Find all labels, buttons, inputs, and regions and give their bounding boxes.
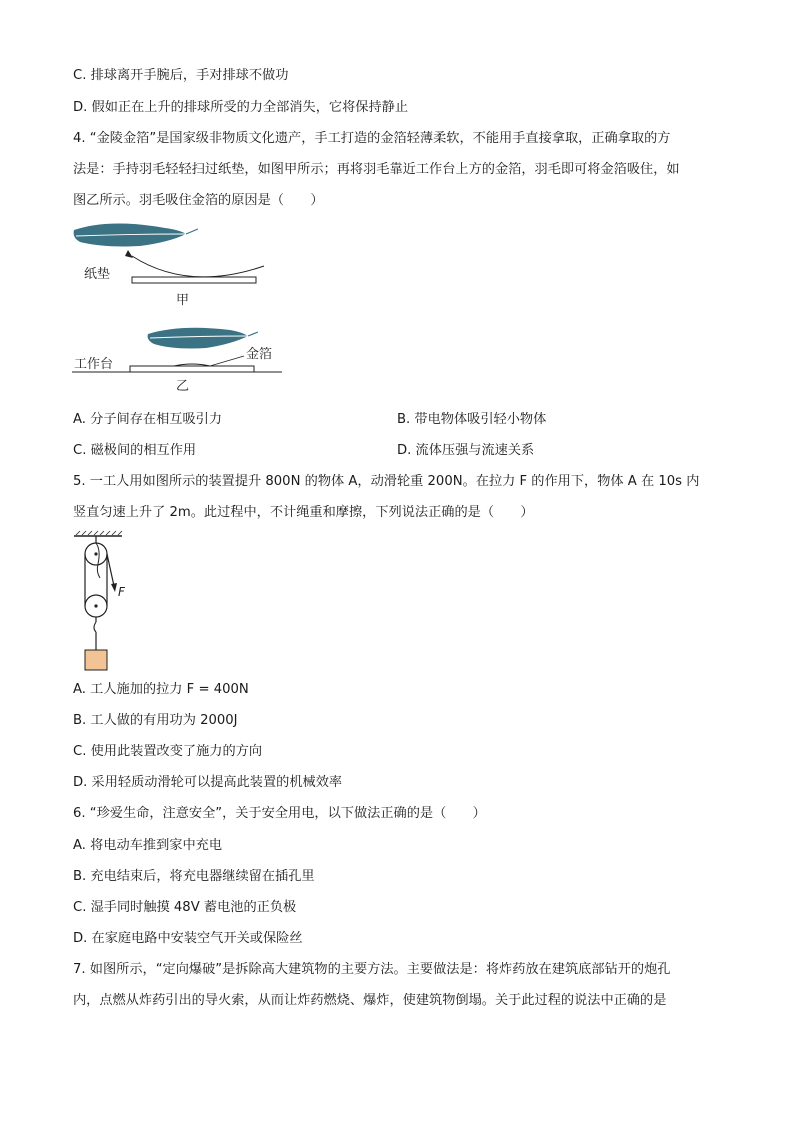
force-label: F <box>118 585 125 599</box>
q4-option-d: D. 流体压强与流速关系 <box>397 443 535 458</box>
q5-pulley-figure <box>68 530 132 672</box>
pull-rope <box>107 554 114 586</box>
pad-label: 纸垫 <box>84 267 111 282</box>
q4-stem-line-3: 图乙所示。羽毛吸住金箔的原因是（ ） <box>73 193 324 208</box>
hook <box>94 622 96 632</box>
paper-pad <box>132 277 256 283</box>
q5-option-b: B. 工人做的有用功为 2000J <box>73 713 238 728</box>
q4-figure-b <box>70 324 284 392</box>
q5-option-c: C. 使用此装置改变了施力的方向 <box>73 744 263 759</box>
q6-option-b: B. 充电结束后，将充电器继续留在插孔里 <box>73 869 315 884</box>
q6-option-c: C. 湿手同时触摸 48V 蓄电池的正负极 <box>73 900 297 915</box>
q4-option-c: C. 磁极间的相互作用 <box>73 443 197 458</box>
foil-label: 金箔 <box>246 347 273 362</box>
ceiling-hatch <box>76 531 122 535</box>
q6-stem: 6. “珍爱生命，注意安全”，关于安全用电，以下做法正确的是（ ） <box>73 806 486 821</box>
q4-figure-a <box>70 220 270 308</box>
arrow-head-icon <box>125 250 133 258</box>
q4-option-b: B. 带电物体吸引轻小物体 <box>397 412 547 427</box>
q4-option-a: A. 分子间存在相互吸引力 <box>73 412 223 427</box>
q6-option-a: A. 将电动车推到家中充电 <box>73 838 223 853</box>
figure-b-caption: 乙 <box>176 379 190 392</box>
foil-leader-line <box>210 356 244 366</box>
q3-option-c: C. 排球离开手腕后，手对排球不做功 <box>73 68 289 83</box>
bench-label: 工作台 <box>74 357 114 372</box>
object-a-block <box>85 650 107 670</box>
sweep-arc <box>132 256 264 277</box>
q5-stem-line-2: 竖直匀速上升了 2m。此过程中，不计绳重和摩擦，下列说法正确的是（ ） <box>73 505 534 520</box>
q7-stem-line-1: 7. 如图所示，“定向爆破”是拆除高大建筑物的主要方法。主要做法是：将炸药放在建筑底部钻开的炮孔 <box>73 962 671 977</box>
q7-stem-line-2: 内，点燃从炸药引出的导火索，从而让炸药燃烧、爆炸，使建筑物倒塌。关于此过程的说法中正确的是 <box>73 993 667 1008</box>
q4-stem-line-1: 4. “金陵金箔”是国家级非物质文化遗产，手工打造的金箔轻薄柔软，不能用手直接拿取，正确拿取的方 <box>73 131 671 146</box>
q6-option-d: D. 在家庭电路中安装空气开关或保险丝 <box>73 931 303 946</box>
q5-option-a: A. 工人施加的拉力 F = 400N <box>73 682 249 697</box>
q3-option-d: D. 假如正在上升的排球所受的力全部消失，它将保持静止 <box>73 100 409 115</box>
work-bench <box>130 366 254 372</box>
figure-a-caption: 甲 <box>176 293 190 308</box>
q5-stem-line-1: 5. 一工人用如图所示的装置提升 800N 的物体 A，动滑轮重 200N。在拉力 F 的作用下，物体 A 在 10s 内 <box>73 474 700 489</box>
force-arrow-icon <box>111 583 117 592</box>
q4-stem-line-2: 法是：手持羽毛轻轻扫过纸垫，如图甲所示；再将羽毛靠近工作台上方的金箔，羽毛即可将金箔吸住，如 <box>73 162 680 177</box>
q5-option-d: D. 采用轻质动滑轮可以提高此装置的机械效率 <box>73 775 343 790</box>
feather-icon <box>148 328 258 349</box>
feather-icon <box>74 223 198 246</box>
